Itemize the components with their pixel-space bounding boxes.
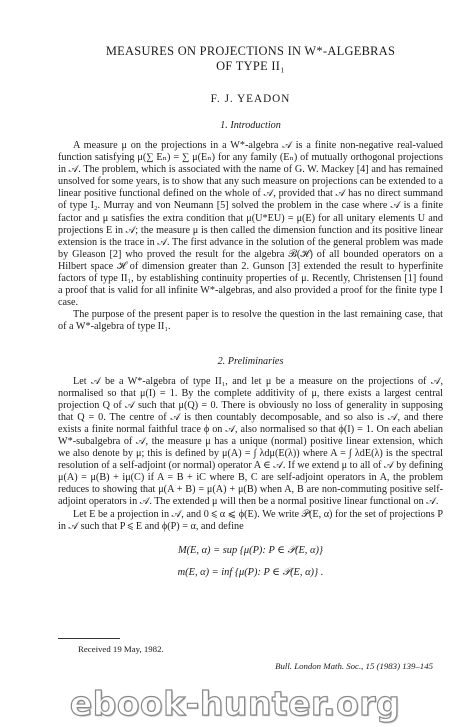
- preliminaries-paragraph-2: Let E be a projection in 𝒜, and 0 ⩽ α ⩽ ϕ(E). We write 𝒫(E, α) for the set of projections P in 𝒜 such that P ⩽ E and ϕ(P) = α, and define: [58, 508, 443, 532]
- article-title-line-1: MEASURES ON PROJECTIONS IN W*-ALGEBRAS: [105, 44, 396, 58]
- author-name: F. J. YEADON: [210, 93, 291, 105]
- journal-citation: Bull. London Math. Soc., 15 (1983) 139–145: [275, 661, 433, 671]
- preliminaries-paragraph-1: Let 𝒜 be a W*-algebra of type II₁, and let μ be a measure on the projections of 𝒜, normalised so that μ(I) = 1. By the complete additivity of μ, there exists a largest central projection Q of 𝒜 such that μ(Q) = 0. There is obviously no loss of generality in supposing that Q = 0. The centre of 𝒜 is then countably decomposable, and so also is 𝒜, and there exists a finite normal faithful trace ϕ on 𝒜, also normalised so that ϕ(I) = 1. On each abelian W*-subalgebra of 𝒜, the measure μ has a unique (normal) positive linear extension, which we also denote by μ; this is defined by μ(A) = ∫ λdμ(E(λ)) where A = ∫ λdE(λ) is the spectral resolution of a self-adjoint (or normal) operator A ∈ 𝒜. If we extend μ to all of 𝒜 by defining μ(A) = μ(B) + iμ(C) if A = B + iC where B, C are self-adjoint operators in A, the problem reduces to showing that μ(A + B) = μ(A) + μ(B) when A, B are non-commuting positive self-adjoint operators in 𝒜. The extended μ will then be a normal positive linear functional on 𝒜.: [58, 375, 443, 508]
- formula-sup: M(E, α) = sup {μ(P): P ∈ 𝒫(E, α)}: [177, 544, 324, 556]
- formula-inf: m(E, α) = inf {μ(P): P ∈ 𝒫(E, α)} .: [177, 566, 324, 578]
- watermark-logo: ebook-hunter.org: [69, 684, 401, 723]
- footnote-divider: [58, 638, 120, 639]
- section-heading-preliminaries: 2. Preliminaries: [217, 355, 284, 367]
- section-heading-introduction: 1. Introduction: [220, 120, 281, 131]
- introduction-paragraph-2: The purpose of the present paper is to resolve the question in the last remaining case, that of a W*-algebra of type II₁.: [58, 309, 443, 333]
- introduction-paragraph-1: A measure μ on the projections in a W*-algebra 𝒜 is a finite non-negative real-valued function satisfying μ(∑ Eₙ) = ∑ μ(Eₙ) for any family (Eₙ) of mutually orthogonal projections in 𝒜. The problem, which is associated with the name of G. W. Mackey [4] and has remained unsolved for some years, is to show that any such measure on projections can be extended to a linear positive functional defined on the whole of 𝒜, provided that 𝒜 has no direct summand of type I₂. Murray and von Neumann [5] solved the problem in the case where 𝒜 is a finite factor and μ satisfies the extra condition that μ(U*EU) = μ(E) for all unitary elements U and projections E in 𝒜; the measure μ is then called the dimension function and its positive linear extension is the trace in 𝒜. The first advance in the solution of the general problem was made by Gleason [2] who proved the result for the algebra ℬ(ℋ) of all bounded operators on a Hilbert space ℋ of dimension greater than 2. Gunson [3] extended the result to hyperfinite factors of type II₁, by establishing continuity properties of μ. Recently, Christensen [1] found a proof that is valid for all infinite W*-algebras, and also provided a proof for the finite type I case.: [58, 140, 443, 309]
- article-body: [58, 44, 443, 579]
- article-title-line-2: OF TYPE II₁: [216, 59, 285, 73]
- received-date: Received 19 May, 1982.: [78, 644, 164, 654]
